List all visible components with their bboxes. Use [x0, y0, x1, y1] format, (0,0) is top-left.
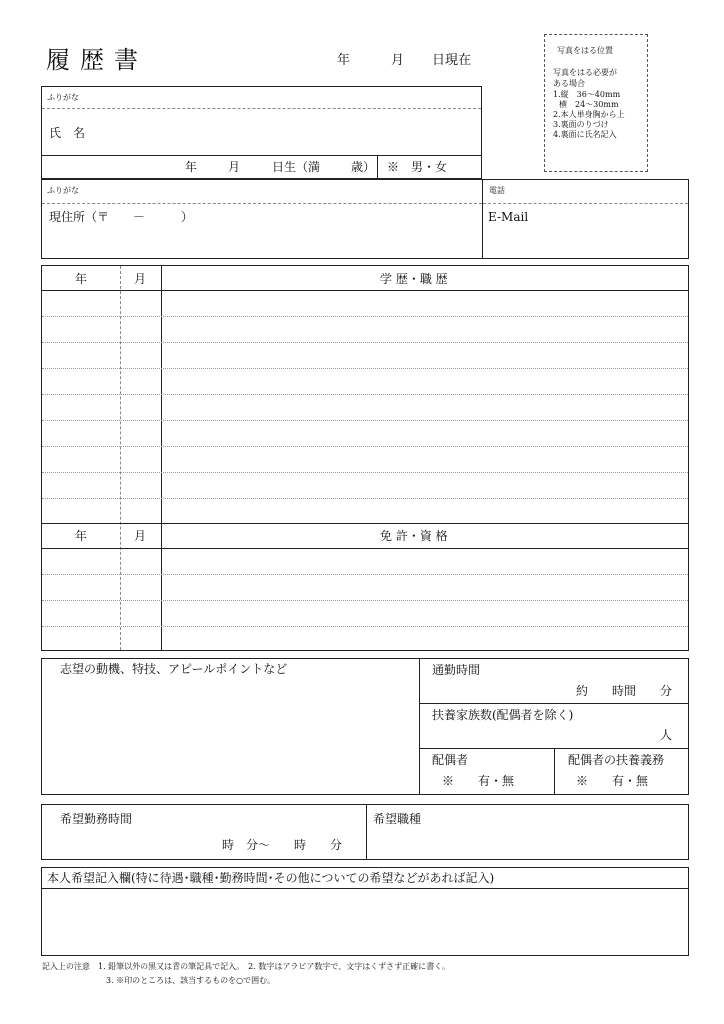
motivation-label: 志望の動機、特技、アピールポイントなど	[60, 662, 288, 676]
history-content-header: 学 歴・職 歴	[380, 272, 448, 286]
birth-year-label: 年	[185, 160, 198, 174]
spouse-support-label: 配偶者の扶養義務	[568, 753, 665, 767]
license-entries-input[interactable]	[42, 549, 688, 650]
license-content-header: 免 許・資 格	[380, 529, 448, 543]
photo-box-line: 写真をはる必要が	[553, 68, 617, 77]
dependents-label: 扶養家族数(配偶者を除く)	[432, 708, 574, 722]
photo-box-line: 3.裏面のりづけ	[553, 120, 609, 129]
history-month-header: 月	[134, 272, 147, 286]
spouse-support-select[interactable]: ※ 有・無	[576, 774, 649, 788]
phone-email-input[interactable]	[483, 205, 688, 258]
page-title: 履歴書	[46, 46, 148, 74]
age-label: 歳）	[351, 160, 376, 174]
personal-request-label: 本人希望記入欄(特に待遇･職種･勤務時間･その他についての希望などがあれば記入)	[47, 871, 495, 885]
desired-job-input[interactable]	[367, 830, 688, 859]
license-month-header: 月	[134, 529, 147, 543]
history-entries-input[interactable]	[42, 291, 688, 523]
gender-select[interactable]: ※ 男・女	[387, 160, 448, 174]
date-day-label: 日現在	[432, 53, 472, 68]
desired-hours-value[interactable]: 時 分～ 時 分	[222, 838, 343, 852]
notes-line-2: 3. ※印のところは、該当するものを○で囲む。	[106, 976, 276, 985]
photo-box-line: 4.裏面に氏名記入	[553, 130, 617, 139]
motivation-input[interactable]	[42, 680, 419, 794]
photo-box-title: 写真をはる位置	[557, 46, 613, 55]
photo-box-line: 2.本人単身胸から上	[553, 110, 625, 119]
email-label: E-Mail	[488, 210, 529, 224]
address-label: 現住所（〒 － ）	[49, 210, 194, 224]
desired-hours-label: 希望勤務時間	[60, 812, 133, 826]
history-year-header: 年	[75, 272, 88, 286]
phone-label: 電話	[489, 186, 505, 195]
spouse-label: 配偶者	[432, 753, 469, 767]
date-month-label: 月	[391, 53, 405, 68]
commute-value[interactable]: 約 時間 分	[576, 684, 673, 698]
spouse-select[interactable]: ※ 有・無	[442, 774, 515, 788]
license-year-header: 年	[75, 529, 88, 543]
birth-day-label: 日生（満	[272, 160, 321, 174]
address-input[interactable]	[42, 205, 482, 258]
personal-request-input[interactable]	[42, 889, 688, 955]
photo-box	[544, 34, 648, 172]
photo-box-line: 横 24～30mm	[559, 100, 619, 109]
photo-box-line: ある場合	[553, 79, 585, 88]
notes-line-1: 記入上の注意 1. 鉛筆以外の黒又は青の筆記具で記入。 2. 数字はアラビア数字で、文字はくずさず正確に書く。	[42, 962, 451, 971]
birth-month-label: 月	[228, 160, 241, 174]
desired-job-label: 希望職種	[373, 812, 422, 826]
dependents-unit[interactable]: 人	[660, 728, 673, 742]
commute-label: 通勤時間	[432, 663, 481, 677]
photo-box-line: 1.縦 36～40mm	[553, 90, 621, 99]
name-furigana-label: ふりがな	[47, 93, 79, 102]
name-input[interactable]	[42, 110, 481, 154]
address-furigana-label: ふりがな	[47, 186, 79, 195]
date-year-label: 年	[337, 53, 351, 68]
name-label: 氏 名	[49, 126, 86, 140]
